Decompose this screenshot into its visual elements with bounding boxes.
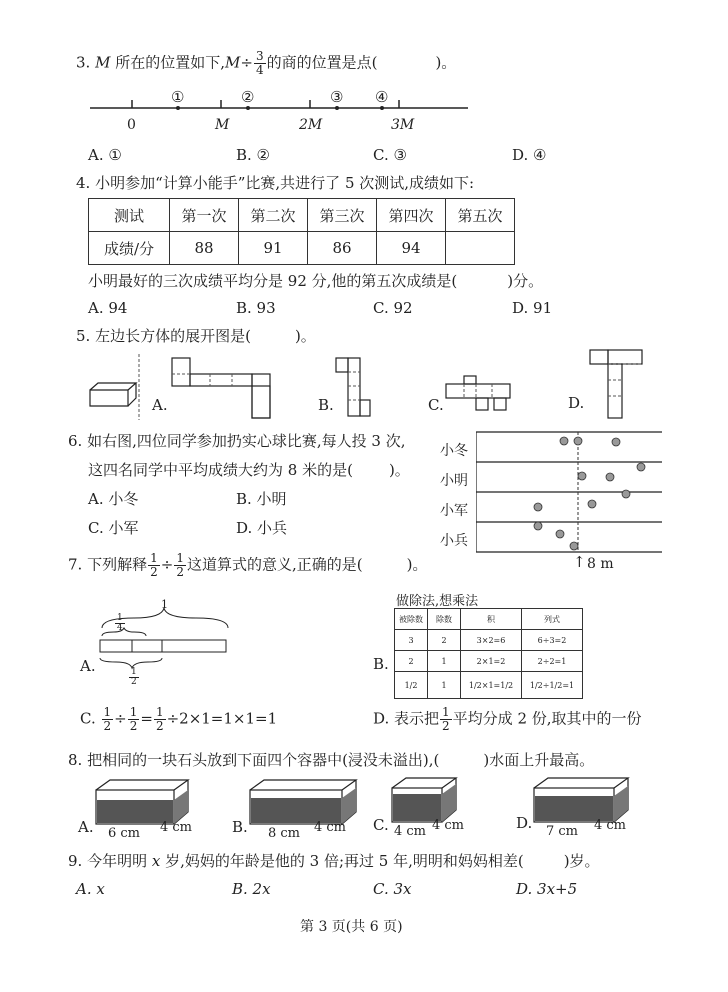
table-cell: 1/2 <box>395 672 428 699</box>
page-footer: 第 3 页(共 6 页) <box>300 919 403 935</box>
q7-option-a[interactable]: A. <box>80 657 96 675</box>
q3-option-d[interactable]: D. ④ <box>512 146 547 164</box>
table-cell: 第三次 <box>308 199 377 232</box>
table-cell: 3×2=6 <box>461 630 522 651</box>
table-cell: 6÷3=2 <box>522 630 583 651</box>
table-cell: 1/2×1=1/2 <box>461 672 522 699</box>
axis-label-2m: 2M <box>299 117 323 133</box>
q8-option-b[interactable]: B. <box>232 818 248 836</box>
q4-option-b[interactable]: B. 93 <box>236 299 276 317</box>
q9-option-a[interactable]: A. x <box>76 880 105 898</box>
table-cell: 2 <box>395 651 428 672</box>
container-c-depth: 4 cm <box>432 818 465 833</box>
point-4 <box>380 106 384 110</box>
q9-option-b[interactable]: B. 2x <box>232 880 271 898</box>
score-table <box>88 198 515 265</box>
q8-option-c[interactable]: C. <box>373 816 389 834</box>
table-cell: 被除数 <box>395 609 428 630</box>
table-cell: 88 <box>170 232 239 265</box>
point-1-label: ① <box>171 88 185 106</box>
table-row <box>395 609 583 630</box>
divider-line <box>137 354 141 420</box>
q5-option-d[interactable]: D. <box>568 394 585 412</box>
table-cell: 除数 <box>428 609 461 630</box>
table-cell: 第一次 <box>170 199 239 232</box>
table-cell: 2 <box>428 630 461 651</box>
table-row <box>395 672 583 699</box>
table-cell: 91 <box>239 232 308 265</box>
q8-option-a[interactable]: A. <box>78 818 94 836</box>
point-4-label: ④ <box>375 88 389 106</box>
container-d-width: 7 cm <box>546 824 579 839</box>
net-b <box>334 356 374 418</box>
name-xiaodong: 小冬 <box>440 443 468 459</box>
q5-option-c[interactable]: C. <box>428 396 444 414</box>
q9-stem: 9. 今年明明 x 岁,妈妈的年龄是他的 3 倍;再过 5 年,明明和妈妈相差( )岁。 <box>68 852 600 870</box>
container-b-depth: 4 cm <box>314 820 347 835</box>
q3-option-a[interactable]: A. ① <box>88 146 122 164</box>
q6-stem-line1: 6. 如右图,四位同学参加扔实心球比赛,每人投 3 次, <box>68 432 406 450</box>
throw-dot <box>570 542 578 550</box>
q6-stem-line2: 这四名同学中平均成绩大约为 8 米的是( )。 <box>88 461 410 479</box>
point-1 <box>176 106 180 110</box>
q9-option-c[interactable]: C. 3x <box>373 880 412 898</box>
throw-dot <box>588 500 596 508</box>
throw-dot <box>560 437 568 445</box>
q7-a-quarter: $\frac{1}{4}$ <box>117 613 123 633</box>
q7-option-b[interactable]: B. <box>373 655 389 673</box>
q4-option-c[interactable]: C. 92 <box>373 299 413 317</box>
container-a-depth: 4 cm <box>160 820 193 835</box>
axis-label-0: 0 <box>127 117 136 133</box>
throw-dot <box>637 463 645 471</box>
container-d-depth: 4 cm <box>594 818 627 833</box>
q6-option-c[interactable]: C. 小军 <box>88 519 139 537</box>
table-cell: 1 <box>428 672 461 699</box>
fraction-3-4: $\frac{3}{4}$ <box>255 49 264 77</box>
q7-b-title: 做除法,想乘法 <box>396 594 479 609</box>
table-cell: 测试 <box>89 199 170 232</box>
net-a <box>170 356 274 420</box>
throw-dot <box>578 472 586 480</box>
name-xiaobing: 小兵 <box>440 533 468 549</box>
table-row <box>89 232 515 265</box>
table-cell: 第四次 <box>377 199 446 232</box>
q3-option-b[interactable]: B. ② <box>236 146 271 164</box>
name-xiaojun: 小军 <box>440 503 468 519</box>
container-c-width: 4 cm <box>394 824 427 839</box>
q7-option-c[interactable]: C. $\frac{1}{2}$ ÷ $\frac{1}{2}$ = $\frac{1}{2}$ ÷2×1=1×1=1 <box>80 705 278 733</box>
throw-chart <box>476 430 666 555</box>
q8-option-d[interactable]: D. <box>516 814 533 832</box>
point-2 <box>246 106 250 110</box>
q4-question: 小明最好的三次成绩平均分是 92 分,他的第五次成绩是( )分。 <box>88 272 544 290</box>
q7-b-table <box>394 608 583 699</box>
table-cell: 第二次 <box>239 199 308 232</box>
point-3 <box>335 106 339 110</box>
table-cell: 2÷2=1 <box>522 651 583 672</box>
q7-option-d[interactable]: D. 表示把 $\frac{1}{2}$ 平均分成 2 份,取其中的一份 <box>373 705 642 733</box>
q4-stem: 4. 小明参加“计算小能手”比赛,共进行了 5 次测试,成绩如下: <box>76 174 475 192</box>
q6-option-b[interactable]: B. 小明 <box>236 490 287 508</box>
arrow-up-icon: ↑ <box>573 553 586 571</box>
name-xiaoming: 小明 <box>440 473 468 489</box>
throw-dot <box>534 522 542 530</box>
q3-stem: 3. M 所在的位置如下,M÷ $\frac{3}{4}$ 的商的位置是点( )。 <box>76 49 457 77</box>
q9-option-d[interactable]: D. 3x+5 <box>516 880 578 898</box>
q6-option-a[interactable]: A. 小冬 <box>88 490 139 508</box>
table-cell: 3 <box>395 630 428 651</box>
table-cell: 成绩/分 <box>89 232 170 265</box>
table-cell: 1/2÷1/2=1 <box>522 672 583 699</box>
table-cell: 94 <box>377 232 446 265</box>
throw-dot <box>534 503 542 511</box>
q7-stem: 7. 下列解释 $\frac{1}{2}$ ÷ $\frac{1}{2}$ 这道算式的意义,正确的是( )。 <box>68 551 428 579</box>
q5-option-a[interactable]: A. <box>152 396 168 414</box>
table-cell: 积 <box>461 609 522 630</box>
table-cell: 列式 <box>522 609 583 630</box>
table-cell: 1 <box>428 651 461 672</box>
table-cell: 2×1=2 <box>461 651 522 672</box>
axis-label-m: M <box>215 117 230 133</box>
table-row <box>395 630 583 651</box>
table-row <box>89 199 515 232</box>
q7-a-half: $\frac{1}{2}$ <box>131 667 137 687</box>
throw-dot <box>574 437 582 445</box>
container-b-width: 8 cm <box>268 826 301 841</box>
q4-option-a[interactable]: A. 94 <box>88 299 128 317</box>
point-2-label: ② <box>241 88 255 106</box>
q5-option-b[interactable]: B. <box>318 396 334 414</box>
q4-option-d[interactable]: D. 91 <box>512 299 553 317</box>
cuboid-figure <box>88 378 138 410</box>
table-cell: 86 <box>308 232 377 265</box>
axis-label-3m: 3M <box>391 117 415 133</box>
table-row <box>395 651 583 672</box>
q5-stem: 5. 左边长方体的展开图是( )。 <box>76 327 316 345</box>
throw-dot <box>606 473 614 481</box>
number-line <box>80 86 480 136</box>
net-c <box>444 374 514 414</box>
q7-a-top-label: 1 <box>161 598 168 611</box>
table-cell <box>446 232 515 265</box>
q3-option-c[interactable]: C. ③ <box>373 146 407 164</box>
q6-option-d[interactable]: D. 小兵 <box>236 519 288 537</box>
container-a-width: 6 cm <box>108 826 141 841</box>
throw-dot <box>622 490 630 498</box>
net-d <box>588 348 648 422</box>
marker-8m-label: 8 m <box>587 556 614 572</box>
throw-dot <box>556 530 564 538</box>
table-cell: 第五次 <box>446 199 515 232</box>
q8-stem: 8. 把相同的一块石头放到下面四个容器中(浸没未溢出),( )水面上升最高。 <box>68 751 595 769</box>
point-3-label: ③ <box>330 88 344 106</box>
throw-dot <box>612 438 620 446</box>
